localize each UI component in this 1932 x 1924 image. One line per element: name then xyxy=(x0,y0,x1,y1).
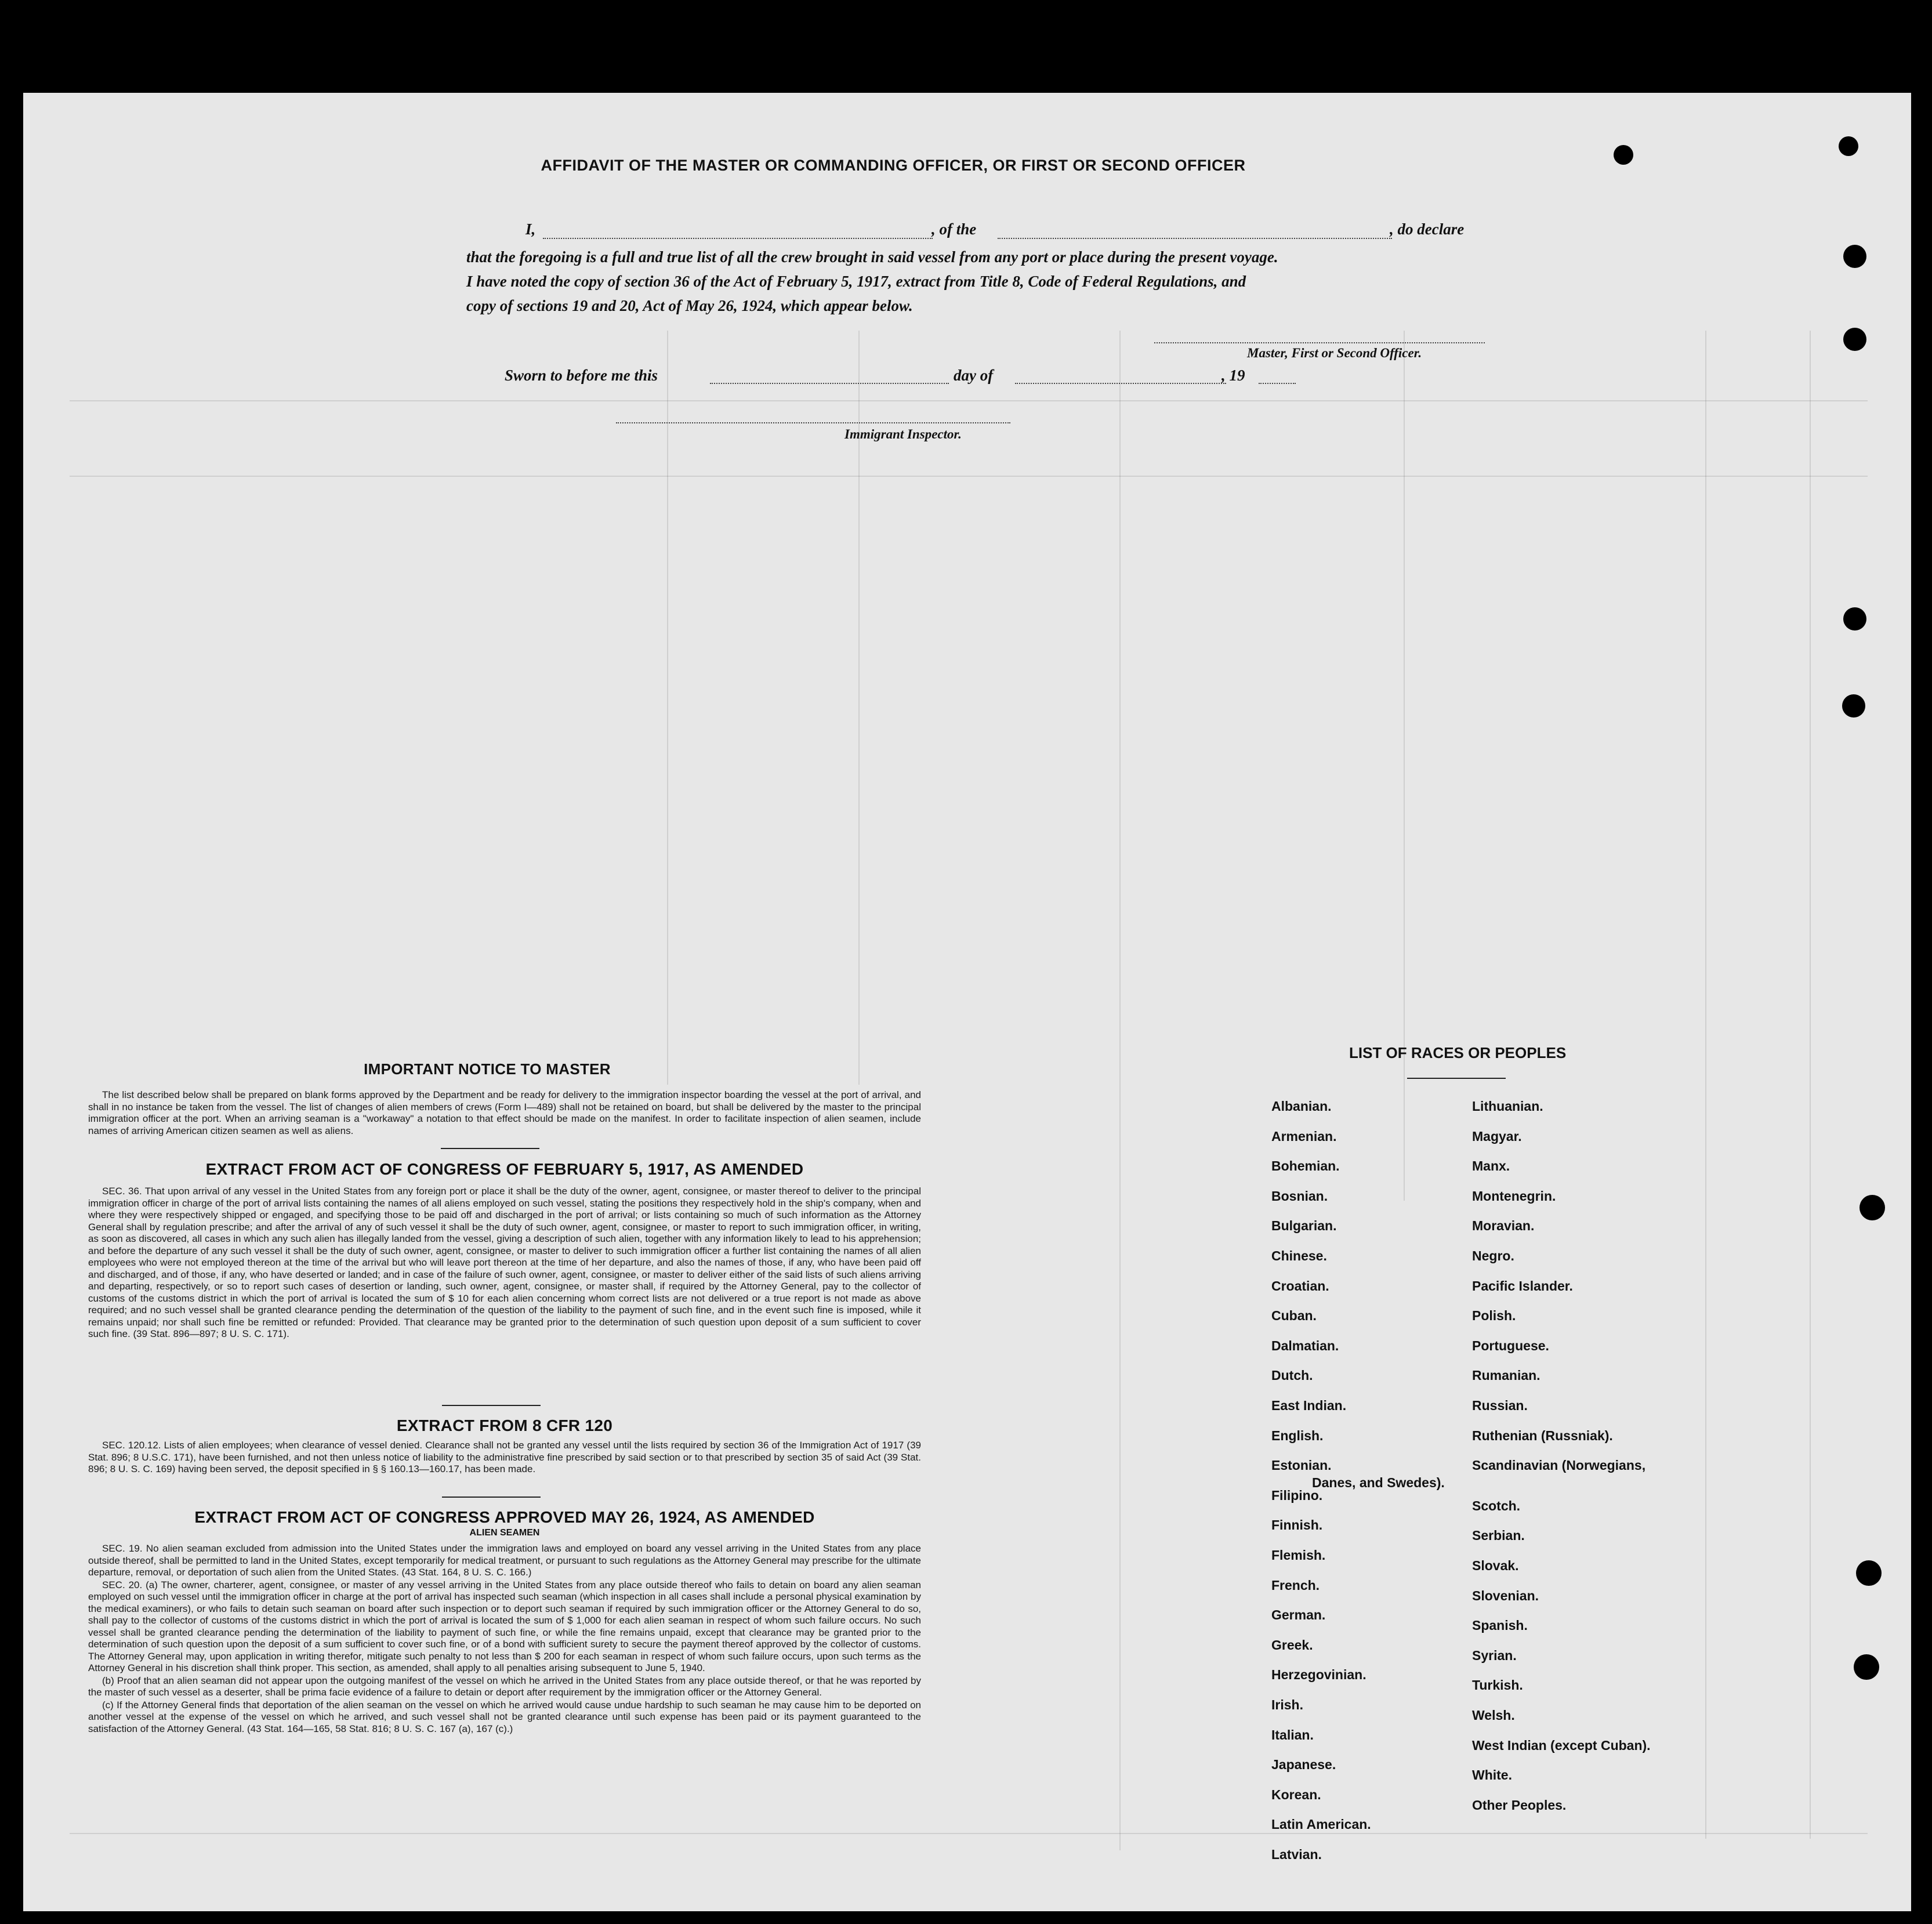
race-item: Other Peoples. xyxy=(1472,1798,1567,1813)
race-item: Estonian. xyxy=(1271,1458,1332,1473)
race-item: Rumanian. xyxy=(1472,1368,1540,1383)
race-item: Herzegovinian. xyxy=(1271,1667,1366,1682)
bleed-line xyxy=(70,1833,1868,1834)
affidavit-declare-label: , do declare xyxy=(1390,220,1465,238)
race-item: German. xyxy=(1271,1607,1326,1622)
race-item: Ruthenian (Russniak). xyxy=(1472,1428,1613,1443)
vessel-name-line xyxy=(998,238,1392,239)
race-item: Negro. xyxy=(1472,1248,1514,1263)
race-item: Greek. xyxy=(1271,1637,1313,1653)
extract-1924-paragraph: (c) If the Attorney General finds that deportation of the alien seaman on the vessel on which he arrived would cause undue hardship to such seaman he may cause him to be deported on another vessel at the expense of the vessel on which he arrived, and such vessel shall not be granted clearance until such expense has been paid or its payment guaranteed to the satisfaction of the Attorney General. (43 Stat. 164—165, 58 Stat. 816; 8 U. S. C. 167 (a), 167 (c).) xyxy=(88,1699,921,1734)
race-item: Albanian. xyxy=(1271,1099,1332,1114)
race-item: Portuguese. xyxy=(1472,1338,1549,1353)
punch-hole xyxy=(1839,136,1858,156)
races-title: LIST OF RACES OR PEOPLES xyxy=(1349,1044,1567,1061)
race-item: Syrian. xyxy=(1472,1648,1517,1663)
notice-title: IMPORTANT NOTICE TO MASTER xyxy=(364,1060,611,1078)
race-item: Turkish. xyxy=(1472,1677,1523,1693)
notice-text xyxy=(88,1089,921,1137)
section-rule xyxy=(1407,1078,1506,1079)
affidavit-title: AFFIDAVIT OF THE MASTER OR COMMANDING OFFICER, OR FIRST OR SECOND OFFICER xyxy=(541,157,1246,174)
master-signature-line xyxy=(1154,342,1485,343)
race-item: Manx. xyxy=(1472,1158,1510,1173)
bleed-line xyxy=(1404,331,1405,1201)
race-item: Cuban. xyxy=(1271,1308,1317,1323)
race-item: Filipino. xyxy=(1271,1488,1323,1503)
bleed-line xyxy=(70,400,1868,401)
race-item: Spanish. xyxy=(1472,1618,1528,1633)
sworn-year-line xyxy=(1259,383,1296,384)
year-label: , 19 xyxy=(1221,367,1245,384)
bleed-line xyxy=(1119,331,1121,1850)
bleed-line xyxy=(1705,331,1706,1839)
extract-cfr-title: EXTRACT FROM 8 CFR 120 xyxy=(396,1416,613,1434)
race-item: Korean. xyxy=(1271,1787,1321,1802)
race-item: Pacific Islander. xyxy=(1472,1278,1573,1293)
race-item: Moravian. xyxy=(1472,1218,1535,1233)
extract-1924-paragraph: (b) Proof that an alien seaman did not appear upon the outgoing manifest of the vessel on which he arrived in the United States from any place outside thereof, or that he was reported by the master of such vessel as a deserter, shall be prima facie evidence of a failure to detain or deport after requirement by the immigration officer or the Attorney General. xyxy=(88,1675,921,1698)
day-of-label: day of xyxy=(954,367,994,384)
affidavit-line: that the foregoing is a full and true list of all the crew brought in said vessel from any port or place during the present voyage. xyxy=(466,248,1278,266)
race-item: Dutch. xyxy=(1271,1368,1313,1383)
race-item: Bosnian. xyxy=(1271,1189,1328,1204)
race-item: Scandinavian (Norwegians, xyxy=(1472,1458,1646,1473)
race-item: Flemish. xyxy=(1271,1548,1326,1563)
bleed-line xyxy=(1810,331,1811,1839)
race-item: West Indian (except Cuban). xyxy=(1472,1738,1651,1753)
affidavit-i-label: I, xyxy=(525,220,536,238)
inspector-label: Immigrant Inspector. xyxy=(844,427,962,441)
race-item: Polish. xyxy=(1472,1308,1516,1323)
extract-1924-paragraph: SEC. 19. No alien seaman excluded from admission into the United States under the immigration laws and employed on board any vessel arriving in the United States from any place outside thereof, shall be permitted to land in the United States, except temporarily for medical treatment, or pursuant to such regulations as the Attorney General may prescribe for the ultimate departure, removal, or deportation of such alien from the United States. (43 Stat. 164, 8 U. S. C. 166.) xyxy=(88,1543,921,1578)
section-rule xyxy=(442,1405,541,1406)
punch-hole xyxy=(1614,145,1633,165)
bleed-line xyxy=(858,331,860,1085)
race-item: Italian. xyxy=(1271,1727,1314,1742)
sworn-day-line xyxy=(710,383,949,384)
race-item: Lithuanian. xyxy=(1472,1099,1543,1114)
punch-hole xyxy=(1842,694,1865,718)
affidavit-line: I have noted the copy of section 36 of the Act of February 5, 1917, extract from Title 8, Code of Federal Regulations, and xyxy=(466,273,1246,290)
race-item: Montenegrin. xyxy=(1472,1189,1556,1204)
race-item: Finnish. xyxy=(1271,1517,1323,1532)
race-item: Scotch. xyxy=(1472,1498,1521,1513)
race-item: Bulgarian. xyxy=(1271,1218,1337,1233)
punch-hole xyxy=(1856,1560,1882,1586)
race-item: East Indian. xyxy=(1271,1398,1347,1413)
extract-cfr-paragraph: SEC. 120.12. Lists of alien employees; when clearance of vessel denied. Clearance shall not be granted any vessel until the lists required by section 36 of the Immigration Act of 1917 (39 Stat. 896; 8 U.S.C. 171), have been furnished, and not then unless notice of liability to the administrative fine prescribed by said section or to that prescribed by section 35 of said Act (39 Stat. 896; 8 U. S. C. 169) having been served, the deposit specified in § § 160.13—160.17, has been made. xyxy=(88,1440,921,1474)
race-item: French. xyxy=(1271,1578,1320,1593)
race-item: Serbian. xyxy=(1472,1528,1525,1543)
race-item: Magyar. xyxy=(1472,1129,1522,1144)
race-item: Dalmatian. xyxy=(1271,1338,1339,1353)
race-item: Bohemian. xyxy=(1271,1158,1340,1173)
extract-1917-title: EXTRACT FROM ACT OF CONGRESS OF FEBRUARY 5, 1917, AS AMENDED xyxy=(205,1160,804,1178)
race-item: Japanese. xyxy=(1271,1757,1336,1772)
race-item: White. xyxy=(1472,1767,1512,1782)
master-signature-label: Master, First or Second Officer. xyxy=(1247,346,1422,360)
section-rule xyxy=(441,1148,539,1149)
extract-cfr-text xyxy=(88,1440,921,1476)
extract-1917-paragraph: SEC. 36. That upon arrival of any vessel in the United States from any foreign port or place it shall be the duty of the owner, agent, consignee, or master thereof to deliver to the principal immigration officer in charge of the port of arrival lists containing the names of all aliens employed on such vessel, stating the positions they respectively hold in the ship's company, when and where they were respectively shipped or engaged, and specifying those to be paid off and discharged in the port of arrival; or lists containing so much of such information as the Attorney General shall by regulation prescribe; and after the arrival of any of such vessel it shall be the duty of such owner, agent, consignee, or master to report to such immigration officer, in writing, as soon as discovered, all cases in which any such alien has illegally landed from the vessel, giving a description of such alien, together with any information likely to lead to his apprehension; and before the departure of any such vessel it shall be the duty of such owner, agent, consignee, or master to deliver to such immigration officer a further list containing the names of all alien employees who were not employed thereon at the time of the arrival but who will leave port thereon at the time of her departure, and also the names of those, if any, who have been paid off and discharged, and of those, if any, who have deserted or landed; and in case of the failure of such owner, agent, consignee, or master to deliver either of the said lists of such aliens arriving and departing, respectively, or so to report such cases of desertion or landing, such owner, agent, consignee, or master shall, if required by the Attorney General, pay to the collector of customs of the customs district in which the port of arrival is located the sum of $ 10 for each alien concerning whom correct lists are not delivered or a true report is not made as above required; and no such vessel shall be granted clearance pending the determination of the question of the liability to the payment of such fine, and in the event such fine is imposed, while it remains unpaid; nor shall such fine be remitted or refunded: Provided. That clearance may be granted prior to the determination of such question upon deposit of a sum sufficient to cover such fine. (39 Stat. 896—897; 8 U. S. C. 171). xyxy=(88,1186,921,1339)
manifest-sheet xyxy=(23,93,1911,1911)
race-item: Danes, and Swedes). xyxy=(1312,1475,1445,1490)
bleed-line xyxy=(70,476,1868,477)
punch-hole xyxy=(1843,607,1866,631)
race-item: Slovenian. xyxy=(1472,1588,1539,1603)
section-rule xyxy=(442,1497,541,1498)
race-item: Croatian. xyxy=(1271,1278,1329,1293)
punch-hole xyxy=(1843,328,1866,351)
punch-hole xyxy=(1859,1195,1885,1220)
race-item: Latvian. xyxy=(1271,1847,1322,1862)
race-item: Irish. xyxy=(1271,1697,1303,1712)
race-item: Latin American. xyxy=(1271,1817,1371,1832)
inspector-signature-line xyxy=(616,422,1010,423)
extract-1917-text xyxy=(88,1186,921,1341)
extract-1924-subtitle: ALIEN SEAMEN xyxy=(469,1528,540,1538)
race-item: Chinese. xyxy=(1271,1248,1327,1263)
race-item: Russian. xyxy=(1472,1398,1528,1413)
declarant-name-line xyxy=(543,238,933,239)
affidavit-line: copy of sections 19 and 20, Act of May 26, 1924, which appear below. xyxy=(466,297,913,314)
race-item: Slovak. xyxy=(1472,1558,1519,1573)
extract-1924-text xyxy=(88,1543,921,1735)
affidavit-of-the-label: , of the xyxy=(931,220,977,238)
notice-paragraph: The list described below shall be prepared on blank forms approved by the Department and be ready for delivery to the immigration inspector boarding the vessel at the port of arrival, and shall in no instance be taken from the vessel. The list of changes of alien members of crews (Form I—489) shall not be retained on board, but shall be delivered by the master to the principal immigration officer at the port. When an arriving seaman is a "workaway" a notation to that effect should be made on the manifest. In order to facilitate inspection of alien seamen, include names of arriving American citizen seamen as well as aliens. xyxy=(88,1089,921,1136)
race-item: Armenian. xyxy=(1271,1129,1337,1144)
race-item: Welsh. xyxy=(1472,1708,1515,1723)
bleed-line xyxy=(667,331,668,1085)
punch-hole xyxy=(1843,245,1866,268)
punch-hole xyxy=(1854,1654,1879,1680)
affidavit-body xyxy=(466,245,1505,318)
sworn-label: Sworn to before me this xyxy=(505,367,658,384)
sworn-month-line xyxy=(1015,383,1226,384)
extract-1924-paragraph: SEC. 20. (a) The owner, charterer, agent, consignee, or master of any vessel arriving in the United States from any place outside thereof who fails to detain on board any alien seaman employed on such vessel until the immigration officer in charge at the port of arrival has inspected such seaman (which inspection in all cases shall include a personal physical examination by the medical examiners), or who fails to detain such seaman on board after such inspection or to deport such seaman if required by such immigration officer or the Attorney General to do so, shall pay to the collector of customs of the customs district in which the port of arrival is located the sum of $ 1,000 for each alien seaman in respect of whom such failure occurs. No such vessel shall be granted clearance pending the determination of the liability to payment of such fine, or while the fine remains unpaid, except that clearance may be granted prior to the determination of such question upon the deposit of a sum sufficient to cover such fine, or of a bond with sufficient surety to secure the payment thereof approved by the collector of customs. The Attorney General may, upon application in writing therefor, mitigate such penalty to not less than $ 200 for each seaman in respect of whom such failure occurs, upon such terms as the Attorney General in his discretion shall think proper. This section, as amended, shall apply to all penalties arising subsequent to June 5, 1940. xyxy=(88,1579,921,1673)
extract-1924-title: EXTRACT FROM ACT OF CONGRESS APPROVED MAY 26, 1924, AS AMENDED xyxy=(194,1508,815,1526)
race-item: English. xyxy=(1271,1428,1324,1443)
